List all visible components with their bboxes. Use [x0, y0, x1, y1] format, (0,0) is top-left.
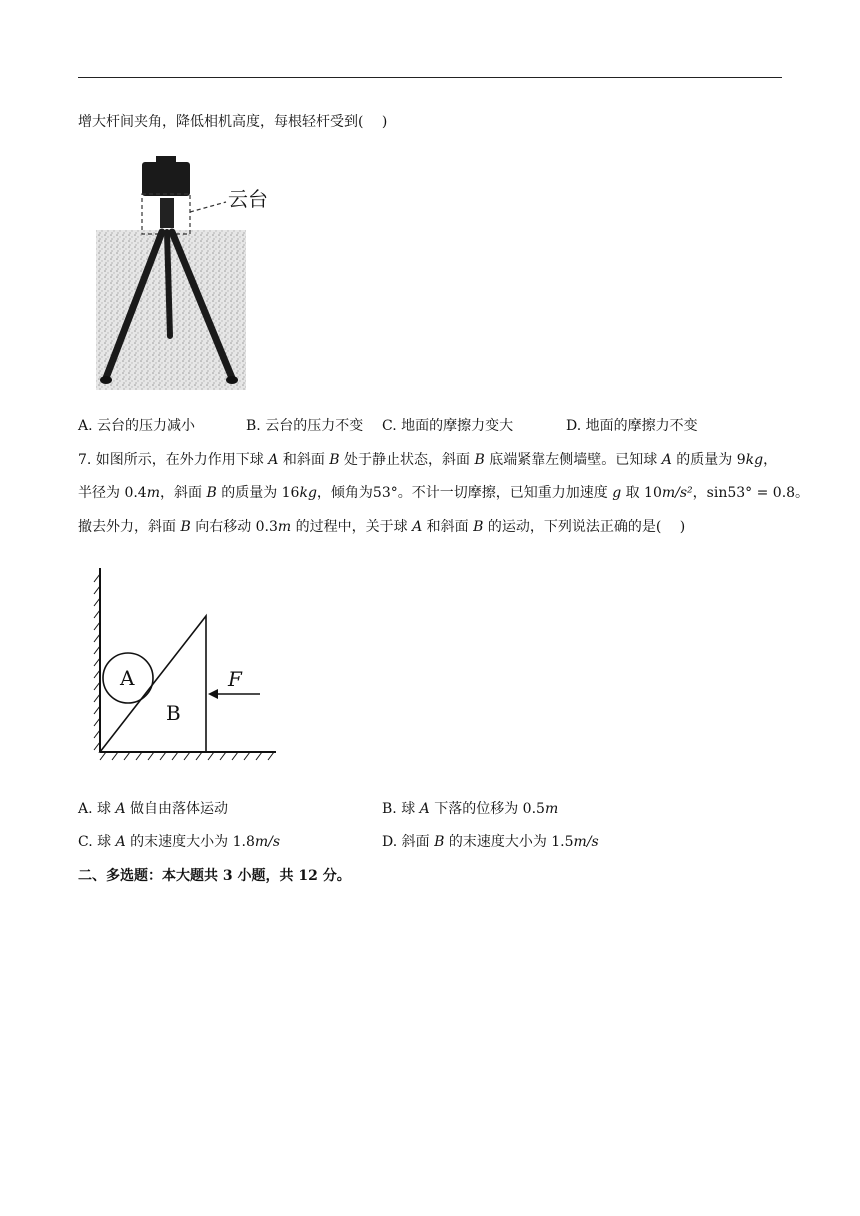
- q6-option-a[interactable]: A. 云台的压力减小: [78, 418, 196, 434]
- tripod-foot-left: [100, 376, 112, 384]
- tripod-foot-right: [226, 376, 238, 384]
- q7-stem-line1: 7. 如图所示，在外力作用下球 A 和斜面 B 处于静止状态，斜面 B 底端紧靠左侧墙壁。已知球 A 的质量为 9kg，: [78, 452, 778, 468]
- q6-stem: 增大杆间夹角，降低相机高度，每根轻杆受到( ): [78, 114, 388, 130]
- ground-hatching: [100, 752, 274, 760]
- section-heading-multiple-choice: 二、多选题：本大题共 3 小题，共 12 分。: [78, 868, 351, 884]
- camera-body: [142, 162, 190, 196]
- camera-top: [156, 156, 176, 166]
- q6-option-c[interactable]: C. 地面的摩擦力变大: [382, 418, 514, 434]
- q7-stem-line3: 撤去外力，斜面 B 向右移动 0.3m 的过程中，关于球 A 和斜面 B 的运动，下列说法正确的是( ): [78, 519, 686, 535]
- q7-option-c[interactable]: C. 球 A 的末速度大小为 1.8m/s: [78, 834, 281, 850]
- ball-slope-figure: [92, 562, 284, 772]
- ball-a-label: A: [120, 666, 135, 690]
- header-rule: [78, 77, 782, 78]
- pan-head: [160, 198, 174, 228]
- force-label: F: [228, 667, 242, 691]
- label-leader: [190, 202, 226, 212]
- q6-option-b[interactable]: B. 云台的压力不变: [246, 418, 364, 434]
- q7-option-b[interactable]: B. 球 A 下落的位移为 0.5m: [382, 801, 559, 817]
- q7-option-a[interactable]: A. 球 A 做自由落体运动: [78, 801, 229, 817]
- tripod-leg-back: [167, 232, 170, 336]
- q6-option-d[interactable]: D. 地面的摩擦力不变: [566, 418, 698, 434]
- pan-head-label: 云台: [228, 187, 268, 211]
- force-arrow-head: [208, 689, 218, 699]
- q7-option-d[interactable]: D. 斜面 B 的末速度大小为 1.5m/s: [382, 834, 599, 850]
- slope-b-label: B: [166, 701, 181, 725]
- q7-stem-line2: 半径为 0.4m，斜面 B 的质量为 16kg，倾角为53°。不计一切摩擦，已知重力加速度 g 取 10m/s²，sin53° = 0.8。: [78, 485, 810, 501]
- tripod-figure: [92, 150, 292, 395]
